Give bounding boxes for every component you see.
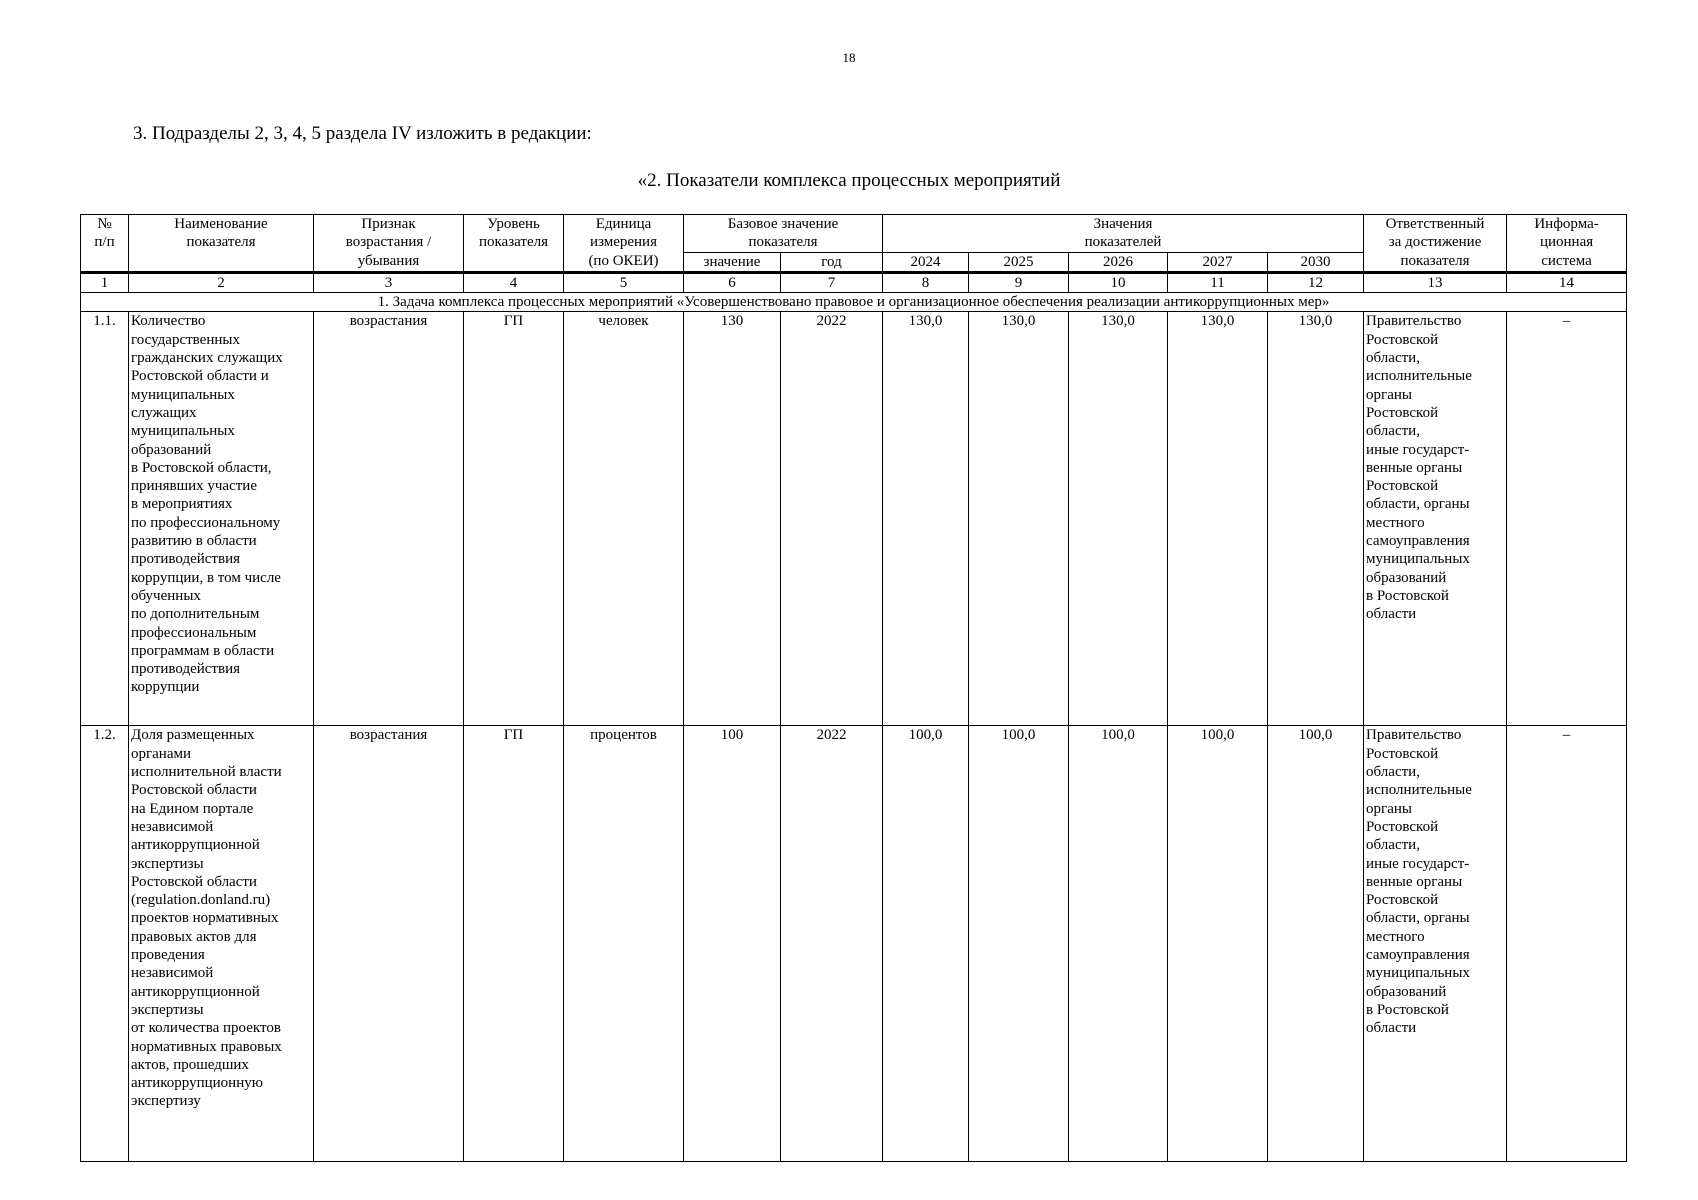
header-base: Базовое значение показателя [684, 215, 883, 253]
column-number: 10 [1069, 272, 1168, 292]
row-unit: процентов [564, 726, 684, 1162]
column-number: 8 [883, 272, 969, 292]
row-sign: возрастания [314, 312, 464, 726]
header-year-2025: 2025 [969, 252, 1069, 272]
header-year-2027: 2027 [1168, 252, 1268, 272]
row-value-2025: 100,0 [969, 726, 1069, 1162]
header-base-year: год [781, 252, 883, 272]
row-value-2030: 100,0 [1268, 726, 1364, 1162]
row-value-2030: 130,0 [1268, 312, 1364, 726]
row-level: ГП [464, 726, 564, 1162]
column-number: 13 [1364, 272, 1507, 292]
column-number: 1 [81, 272, 129, 292]
row-responsible: Правительство Ростовской области, исполнительные органы Ростовской области, иные государст- венные органы Ростовской области, органы местного самоуправления муниципальных образований в Ростовской области [1364, 726, 1507, 1162]
column-numbers-row [81, 272, 1627, 292]
row-value-2025: 130,0 [969, 312, 1069, 726]
instruction-text: 3. Подразделы 2, 3, 4, 5 раздела IV изложить в редакции: [133, 123, 592, 144]
column-number: 14 [1507, 272, 1627, 292]
table-row [81, 312, 1627, 726]
row-value-2026: 130,0 [1069, 312, 1168, 726]
header-sign: Признак возрастания / убывания [314, 215, 464, 273]
column-number: 3 [314, 272, 464, 292]
page-number: 18 [842, 50, 856, 65]
header-row-1 [81, 215, 1627, 253]
column-number: 7 [781, 272, 883, 292]
row-base-value: 100 [684, 726, 781, 1162]
column-number: 11 [1168, 272, 1268, 292]
row-base-year: 2022 [781, 726, 883, 1162]
header-responsible: Ответственный за достижение показателя [1364, 215, 1507, 273]
row-num: 1.1. [81, 312, 129, 726]
row-value-2027: 100,0 [1168, 726, 1268, 1162]
row-responsible: Правительство Ростовской области, исполнительные органы Ростовской области, иные государст- венные органы Ростовской области, органы местного самоуправления муниципальных образований в Ростовской области [1364, 312, 1507, 726]
row-name: Доля размещенных органами исполнительной власти Ростовской области на Едином портале независимой антикоррупционной экспертизы Ростовской области (regulation.donland.ru) проектов нормативных правовых актов для проведения независимой антикоррупционной экспертизы от количества проектов нормативных правовых актов, прошедших антикоррупционную экспертизу [129, 726, 314, 1162]
column-number: 4 [464, 272, 564, 292]
indicators-table [80, 214, 1627, 1162]
task-row [81, 293, 1627, 312]
row-unit: человек [564, 312, 684, 726]
column-number: 2 [129, 272, 314, 292]
row-info-system: – [1507, 312, 1627, 726]
row-value-2026: 100,0 [1069, 726, 1168, 1162]
column-number: 6 [684, 272, 781, 292]
task-title: 1. Задача комплекса процессных мероприятий «Усовершенствовано правовое и организационное обеспечения реализации антикоррупционных мер» [81, 293, 1627, 312]
header-num: № п/п [81, 215, 129, 273]
header-base-value: значение [684, 252, 781, 272]
row-value-2024: 130,0 [883, 312, 969, 726]
column-number: 9 [969, 272, 1069, 292]
row-info-system: – [1507, 726, 1627, 1162]
column-number: 12 [1268, 272, 1364, 292]
row-value-2024: 100,0 [883, 726, 969, 1162]
row-sign: возрастания [314, 726, 464, 1162]
header-unit: Единица измерения (по ОКЕИ) [564, 215, 684, 273]
section-title: «2. Показатели комплекса процессных мероприятий [637, 170, 1061, 191]
header-name: Наименование показателя [129, 215, 314, 273]
table-row [81, 726, 1627, 1162]
column-number: 5 [564, 272, 684, 292]
header-values: Значения показателей [883, 215, 1364, 253]
row-level: ГП [464, 312, 564, 726]
row-name: Количество государственных гражданских служащих Ростовской области и муниципальных служащих муниципальных образований в Ростовской области, принявших участие в мероприятиях по профессиональному развитию в области противодействия коррупции, в том числе обученных по дополнительным профессиональным программам в области противодействия коррупции [129, 312, 314, 726]
header-info-system: Информа- ционная система [1507, 215, 1627, 273]
row-value-2027: 130,0 [1168, 312, 1268, 726]
row-num: 1.2. [81, 726, 129, 1162]
row-base-value: 130 [684, 312, 781, 726]
header-year-2026: 2026 [1069, 252, 1168, 272]
header-year-2030: 2030 [1268, 252, 1364, 272]
row-base-year: 2022 [781, 312, 883, 726]
header-level: Уровень показателя [464, 215, 564, 273]
header-year-2024: 2024 [883, 252, 969, 272]
